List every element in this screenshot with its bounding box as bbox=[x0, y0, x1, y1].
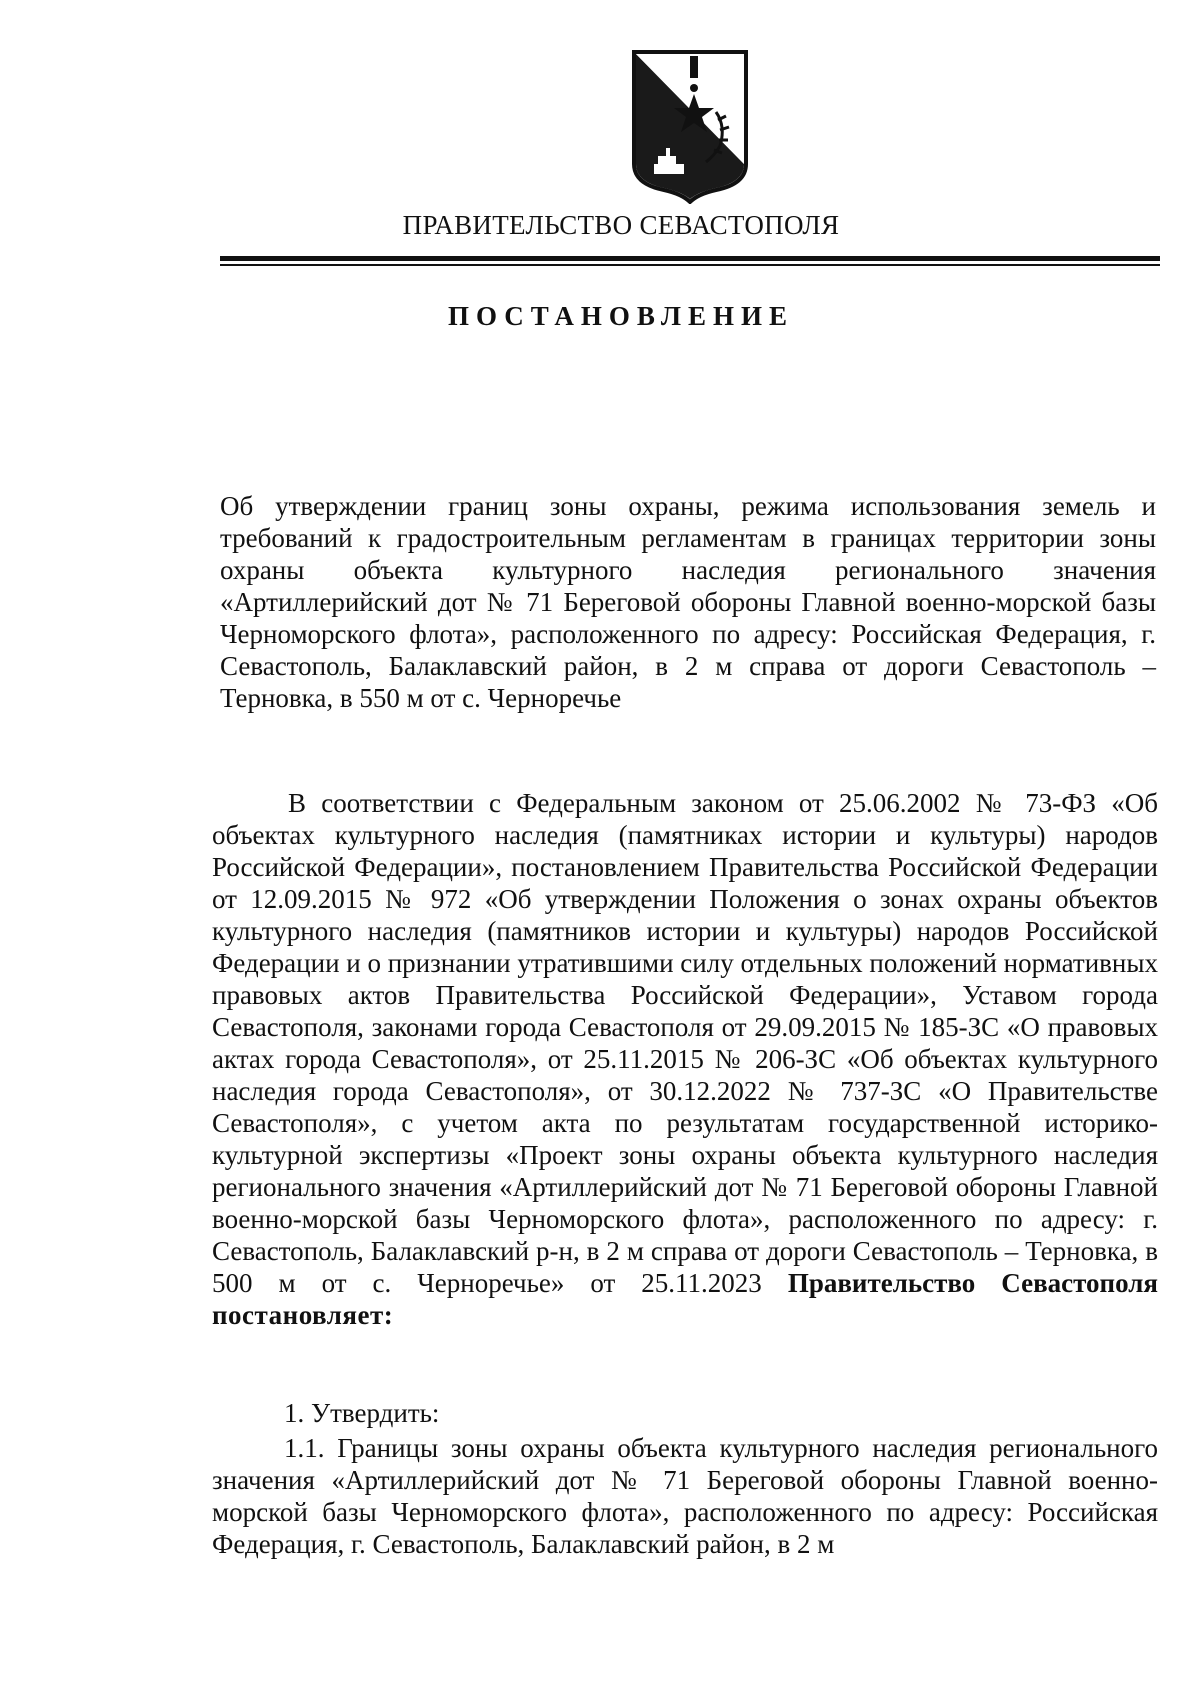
sevastopol-coat-of-arms-icon bbox=[628, 46, 752, 204]
header-divider-thick bbox=[220, 256, 1160, 261]
document-subject: Об утверждении границ зоны охраны, режима использования земель и требований к градостроительным регламентам в границах территории зоны охраны объекта культурного наследия регионального значения «Артиллерийский дот № 71 Береговой обороны Главной военно-морской базы Черноморского флота», расположенного по адресу: Российская Федерация, г. Севастополь, Балаклавский район, в 2 м справа от дороги Севастополь – Терновка, в 550 м от с. Черноречье bbox=[220, 491, 1156, 713]
clause-1-1: 1.1. Границы зоны охраны объекта культурного наследия регионального значения «Артиллерийский дот № 71 Береговой обороны Главной военно-морской базы Черноморского флота», расположенного по адресу: Российская Федерация, г. Севастополь, Балаклавский район, в 2 м bbox=[212, 1433, 1158, 1559]
document-type-title: ПОСТАНОВЛЕНИЕ bbox=[447, 301, 795, 331]
preamble-verb: постановляет: bbox=[212, 1300, 394, 1330]
preamble-signer: Правительство Севастополя bbox=[787, 1268, 1159, 1298]
government-name: ПРАВИТЕЛЬСТВО СЕВАСТОПОЛЯ bbox=[402, 210, 840, 240]
header-divider-thin bbox=[220, 264, 1160, 266]
clause-1: 1. Утвердить: bbox=[284, 1398, 440, 1428]
preamble-paragraph bbox=[212, 787, 1158, 1331]
preamble-text: В соответствии с Федеральным законом от 25.06.2002 № 73-ФЗ «Об объектах культурного наследия (памятниках истории и культуры) народов Российской Федерации», постановлением Правительства Российской Федерации от 12.09.2015 № 972 «Об утверждении Положения о зонах охраны объектов культурного наследия (памятников истории и культуры) народов Российской Федерации и о признании утратившими силу отдельных положений нормативных правовых актов Правительства Российской Федерации», Уставом города Севастополя, законами города Севастополя от 29.09.2015 № 185-ЗС «О правовых актах города Севастополя», от 25.11.2015 № 206-ЗС «Об объектах культурного наследия города Севастополя», от 30.12.2022 № 737-ЗС «О Правительстве Севастополя», с учетом акта по результатам государственной историко-культурной экспертизы «Проект зоны охраны объекта культурного наследия регионального значения «Артиллерийский дот № 71 Береговой обороны Главной военно-морской базы Черноморского флота», расположенного по адресу: г. Севастополь, Балаклавский р-н, в 2 м справа от дороги Севастополь – Терновка, в 500 м от с. Черноречье» от 25.11.2023 bbox=[212, 788, 1158, 1298]
